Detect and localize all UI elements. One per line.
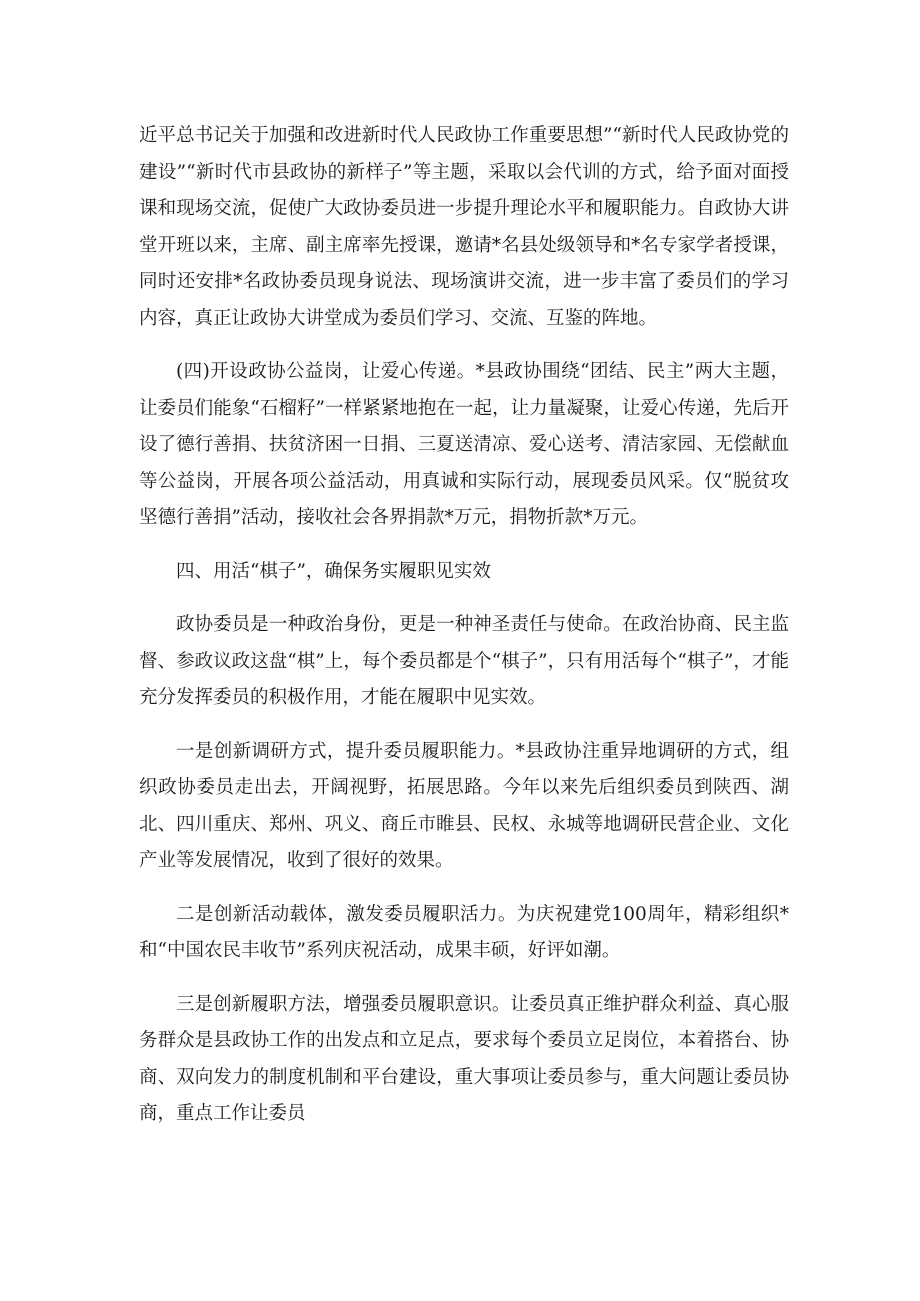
paragraph-intro: 政协委员是一种政治身份，更是一种神圣责任与使命。在政治协商、民主监督、参政议政这盘“棋”上，每个委员都是个“棋子”，只有用活每个“棋子”，才能充分发挥委员的积极作用，才能在履职中见实效。 xyxy=(139,614,789,708)
document-page xyxy=(139,118,789,1150)
paragraph-methods: 三是创新履职方法，增强委员履职意识。让委员真正维护群众利益、真心服务群众是县政协工作的出发点和立足点，要求每个委员立足岗位，本着搭台、协商、双向发力的制度机制和平台建设，重大事项让委员参与，重大问题让委员协商，重点工作让委员 xyxy=(139,993,789,1124)
section-heading: 四、用活“棋子”，确保务实履职见实效 xyxy=(176,560,491,582)
paragraph-continuation: 近平总书记关于加强和改进新时代人民政协工作重要思想”“新时代人民政协党的建设”“新时代市县政协的新样子”等主题，采取以会代训的方式，给予面对面授课和现场交流，促使广大政协委员进一步提升理论水平和履职能力。自政协大讲堂开班以来，主席、副主席率先授课，邀请*名县处级领导和*名专家学者授课，同时还安排*名政协委员现身说法、现场演讲交流，进一步丰富了委员们的学习内容，真正让政协大讲堂成为委员们学习、交流、互鉴的阵地。 xyxy=(139,125,789,329)
paragraph-public-welfare: (四)开设政协公益岗，让爱心传递。*县政协围绕“团结、民主”两大主题，让委员们能象“石榴籽”一样紧紧地抱在一起，让力量凝聚，让爱心传递，先后开设了德行善捐、扶贫济困一日捐、三夏送清凉、爱心送考、清洁家园、无偿献血等公益岗，开展各项公益活动，用真诚和实际行动，展现委员风采。仅“脱贫攻坚德行善捐”活动，接收社会各界捐款*万元，捐物折款*万元。 xyxy=(139,361,789,528)
paragraph-activities: 二是创新活动载体，激发委员履职活力。为庆祝建党100周年，精彩组织*和“中国农民丰收节”系列庆祝活动，成果丰硕，好评如潮。 xyxy=(139,903,789,961)
paragraph-research: 一是创新调研方式，提升委员履职能力。*县政协注重异地调研的方式，组织政协委员走出去，开阔视野，拓展思路。今年以来先后组织委员到陕西、湖北、四川重庆、郑州、巩义、商丘市睢县、民权、永城等地调研民营企业、文化产业等发展情况，收到了很好的效果。 xyxy=(139,740,789,871)
